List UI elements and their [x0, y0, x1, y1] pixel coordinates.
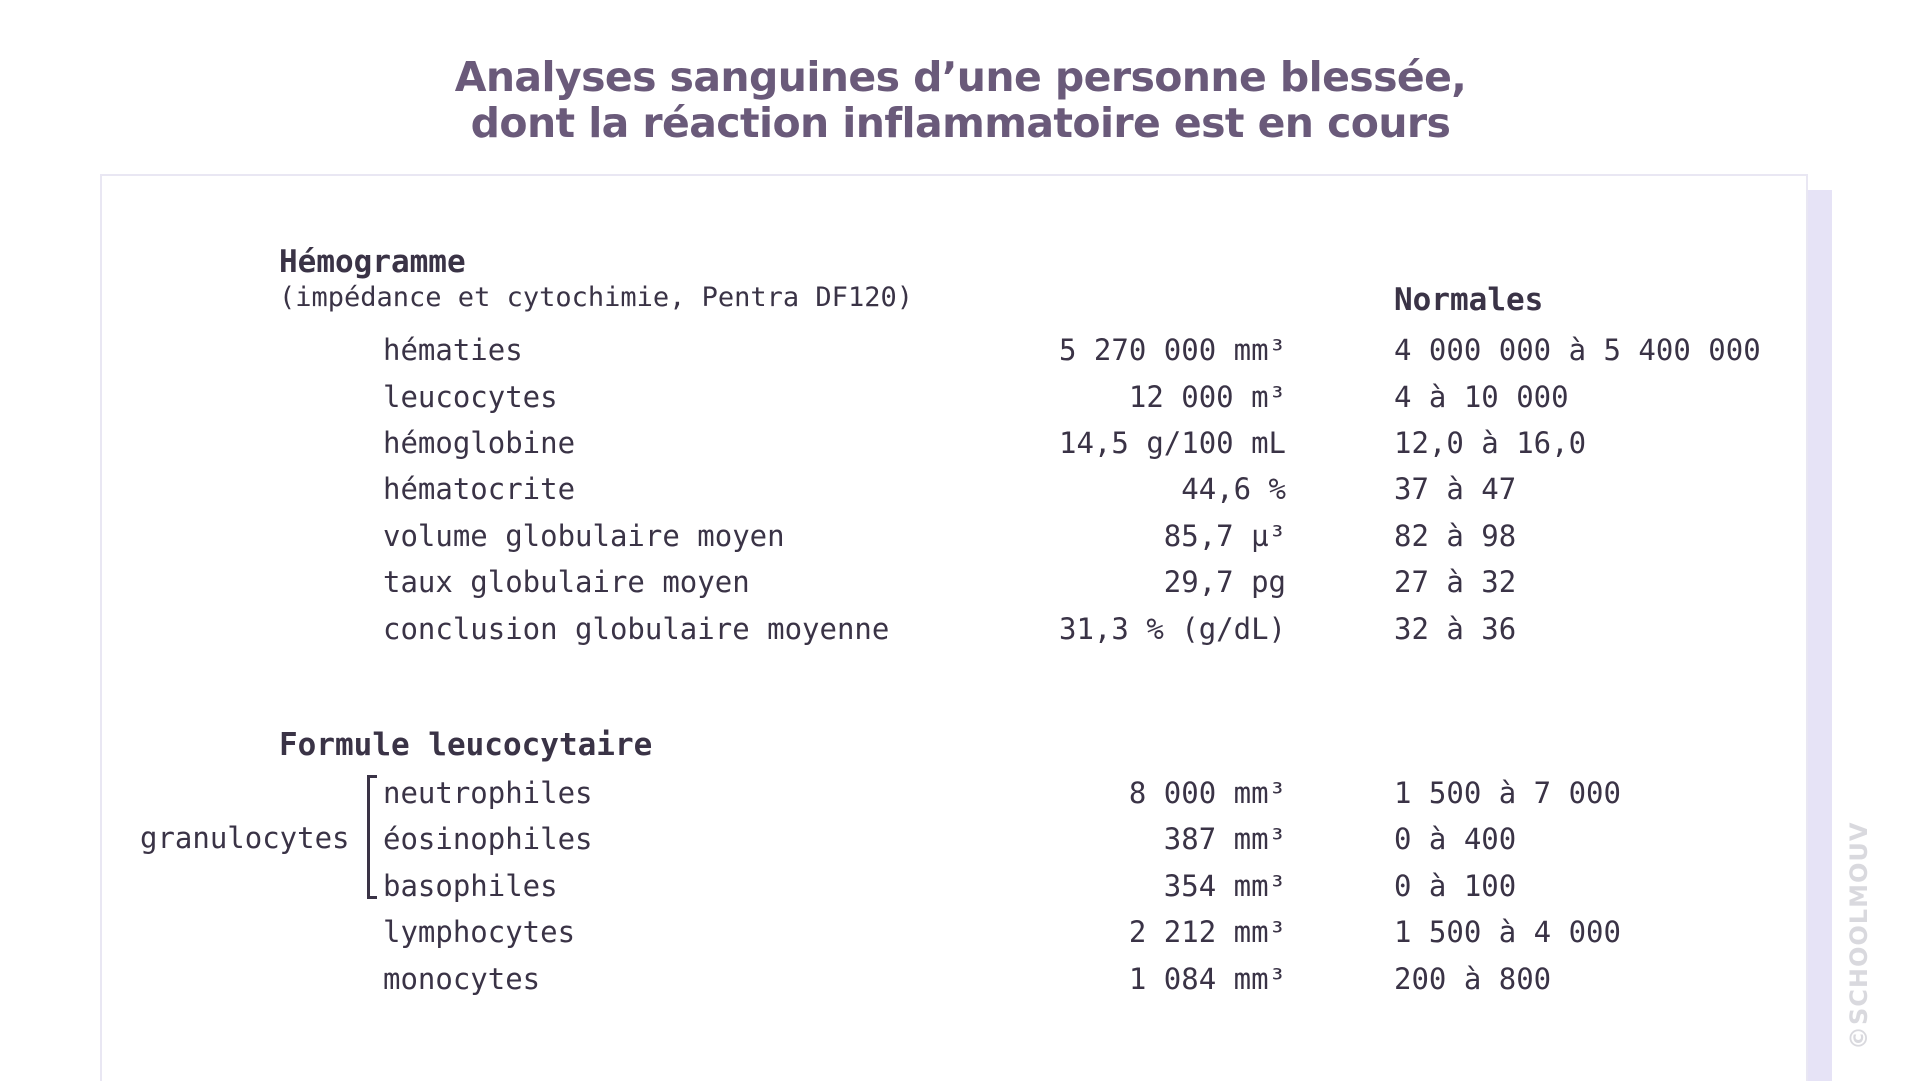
row-label: conclusion globulaire moyenne	[383, 612, 890, 646]
row-normal: 1 500 à 4 000	[1394, 915, 1621, 949]
row-normal: 0 à 100	[1394, 869, 1517, 903]
row-label: volume globulaire moyen	[383, 519, 785, 553]
row-value: 85,7 µ³	[1163, 519, 1286, 553]
row-label: éosinophiles	[383, 822, 593, 856]
row-value: 44,6 %	[1181, 472, 1286, 506]
row-value: 354 mm³	[1163, 869, 1286, 903]
hemogramme-heading: Hémogramme	[279, 244, 466, 280]
row-normal: 32 à 36	[1394, 612, 1517, 646]
row-label: hématocrite	[383, 472, 576, 506]
row-value: 387 mm³	[1163, 822, 1286, 856]
granulocytes-bracket	[367, 775, 377, 899]
schoolmouv-watermark: ©SCHOOLMOUV	[1845, 821, 1873, 1050]
row-value: 14,5 g/100 mL	[1059, 426, 1286, 460]
title-line-1: Analyses sanguines d’une personne blessée,	[454, 53, 1467, 101]
row-value: 5 270 000 mm³	[1059, 333, 1286, 367]
row-label: taux globulaire moyen	[383, 565, 750, 599]
row-label: hématies	[383, 333, 523, 367]
formule-heading: Formule leucocytaire	[279, 727, 653, 763]
hemogramme-subheading: (impédance et cytochimie, Pentra DF120)	[279, 282, 913, 313]
title-line-2: dont la réaction inflammatoire est en cours	[470, 99, 1451, 147]
row-label: leucocytes	[383, 380, 558, 414]
row-value: 2 212 mm³	[1128, 915, 1286, 949]
row-normal: 37 à 47	[1394, 472, 1517, 506]
card-shadow	[1808, 190, 1832, 1081]
row-normal: 1 500 à 7 000	[1394, 776, 1621, 810]
row-label: basophiles	[383, 869, 558, 903]
row-value: 8 000 mm³	[1128, 776, 1286, 810]
page-title	[0, 54, 1921, 146]
row-normal: 27 à 32	[1394, 565, 1517, 599]
row-label: monocytes	[383, 962, 541, 996]
row-normal: 4 à 10 000	[1394, 380, 1569, 414]
row-normal: 82 à 98	[1394, 519, 1517, 553]
row-normal: 200 à 800	[1394, 962, 1552, 996]
row-label: lymphocytes	[383, 915, 576, 949]
row-label: neutrophiles	[383, 776, 593, 810]
granulocytes-label: granulocytes	[140, 821, 350, 855]
normals-heading: Normales	[1394, 282, 1544, 318]
row-value: 1 084 mm³	[1128, 962, 1286, 996]
row-value: 29,7 pg	[1163, 565, 1286, 599]
row-normal: 4 000 000 à 5 400 000	[1394, 333, 1761, 367]
row-normal: 12,0 à 16,0	[1394, 426, 1587, 460]
row-normal: 0 à 400	[1394, 822, 1517, 856]
row-label: hémoglobine	[383, 426, 576, 460]
row-value: 12 000 m³	[1128, 380, 1286, 414]
row-value: 31,3 % (g/dL)	[1059, 612, 1286, 646]
